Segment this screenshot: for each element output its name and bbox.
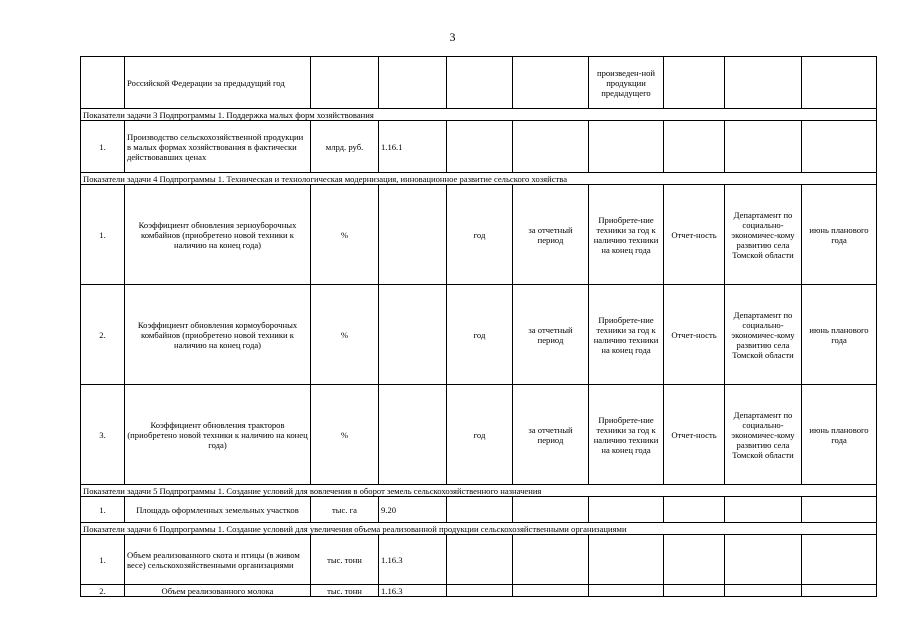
collection-method: Отчет-ность — [664, 285, 725, 385]
indicator-type: за отчетный период — [513, 285, 589, 385]
indicator-type: за отчетный период — [513, 185, 589, 285]
code: 9.20 — [379, 497, 447, 523]
collection-method: Отчет-ность — [664, 385, 725, 485]
deadline: июнь планового года — [802, 185, 877, 285]
unit: % — [311, 385, 379, 485]
responsible: Департамент по социально-экономичес-кому развитию села Томской области — [725, 285, 802, 385]
table-row — [81, 185, 877, 285]
indicator-name: Коэффициент обновления кормоуборочных комбайнов (приобретено новой техники к наличию на конец года) — [125, 285, 311, 385]
section-title-4: Показатели задачи 4 Подпрограммы 1. Техническая и технологическая модернизация, инновационное развитие сельского хозяйства — [81, 173, 877, 185]
section-title-5: Показатели задачи 5 Подпрограммы 1. Создание условий для вовлечения в оборот земель сельскохозяйственного назначения — [81, 485, 877, 497]
calc-method: Приобрете-ние техники за год к наличию техники на конец года — [589, 385, 664, 485]
row-number: 1. — [81, 497, 125, 523]
row-number: 2. — [81, 585, 125, 597]
section-row — [81, 173, 877, 185]
table-row — [81, 585, 877, 597]
indicator-name: Российской Федерации за предыдущий год — [125, 57, 311, 109]
calc-method: Приобрете-ние техники за год к наличию техники на конец года — [589, 185, 664, 285]
unit: % — [311, 185, 379, 285]
responsible: Департамент по социально-экономичес-кому развитию села Томской области — [725, 185, 802, 285]
table-row — [81, 57, 877, 109]
indicator-name: Коэффициент обновления тракторов (приобретено новой техники к наличию на конец года) — [125, 385, 311, 485]
unit: млрд. руб. — [311, 121, 379, 173]
periodicity: год — [447, 285, 513, 385]
indicator-name: Площадь оформленных земельных участков — [125, 497, 311, 523]
row-number: 1. — [81, 535, 125, 585]
section-row — [81, 523, 877, 535]
table-row — [81, 535, 877, 585]
row-number: 1. — [81, 185, 125, 285]
row-number: 2. — [81, 285, 125, 385]
indicator-name: Производство сельскохозяйственной продукции в малых формах хозяйствования в фактически действовавших ценах — [125, 121, 311, 173]
indicators-table — [80, 56, 877, 597]
deadline: июнь планового года — [802, 285, 877, 385]
section-row — [81, 109, 877, 121]
indicator-name: Объем реализованного молока — [125, 585, 311, 597]
collection-method: Отчет-ность — [664, 185, 725, 285]
row-number: 1. — [81, 121, 125, 173]
indicator-name: Объем реализованного скота и птицы (в живом весе) сельскохозяйственными организациями — [125, 535, 311, 585]
unit: тыс. га — [311, 497, 379, 523]
calc-method: Приобрете-ние техники за год к наличию техники на конец года — [589, 285, 664, 385]
section-title-3: Показатели задачи 3 Подпрограммы 1. Поддержка малых форм хозяйствования — [81, 109, 877, 121]
section-title-6: Показатели задачи 6 Подпрограммы 1. Создание условий для увеличения объема реализованной продукции сельскохозяйственными организациями — [81, 523, 877, 535]
table-row — [81, 385, 877, 485]
table-row — [81, 497, 877, 523]
unit: тыс. тонн — [311, 535, 379, 585]
page-number: 3 — [449, 30, 456, 44]
table-row — [81, 285, 877, 385]
periodicity: год — [447, 385, 513, 485]
periodicity: год — [447, 185, 513, 285]
table-row — [81, 121, 877, 173]
code: 1.16.3 — [379, 535, 447, 585]
code: 1.16.1 — [379, 121, 447, 173]
row-number: 3. — [81, 385, 125, 485]
responsible: Департамент по социально-экономичес-кому развитию села Томской области — [725, 385, 802, 485]
section-row — [81, 485, 877, 497]
deadline: июнь планового года — [802, 385, 877, 485]
calc-method: произведен-ной продукции предыдущего — [589, 57, 664, 109]
code: 1.16.3 — [379, 585, 447, 597]
indicator-name: Коэффициент обновления зерноуборочных комбайнов (приобретено новой техники к наличию на конец года) — [125, 185, 311, 285]
indicator-type: за отчетный период — [513, 385, 589, 485]
unit: тыс. тонн — [311, 585, 379, 597]
unit: % — [311, 285, 379, 385]
